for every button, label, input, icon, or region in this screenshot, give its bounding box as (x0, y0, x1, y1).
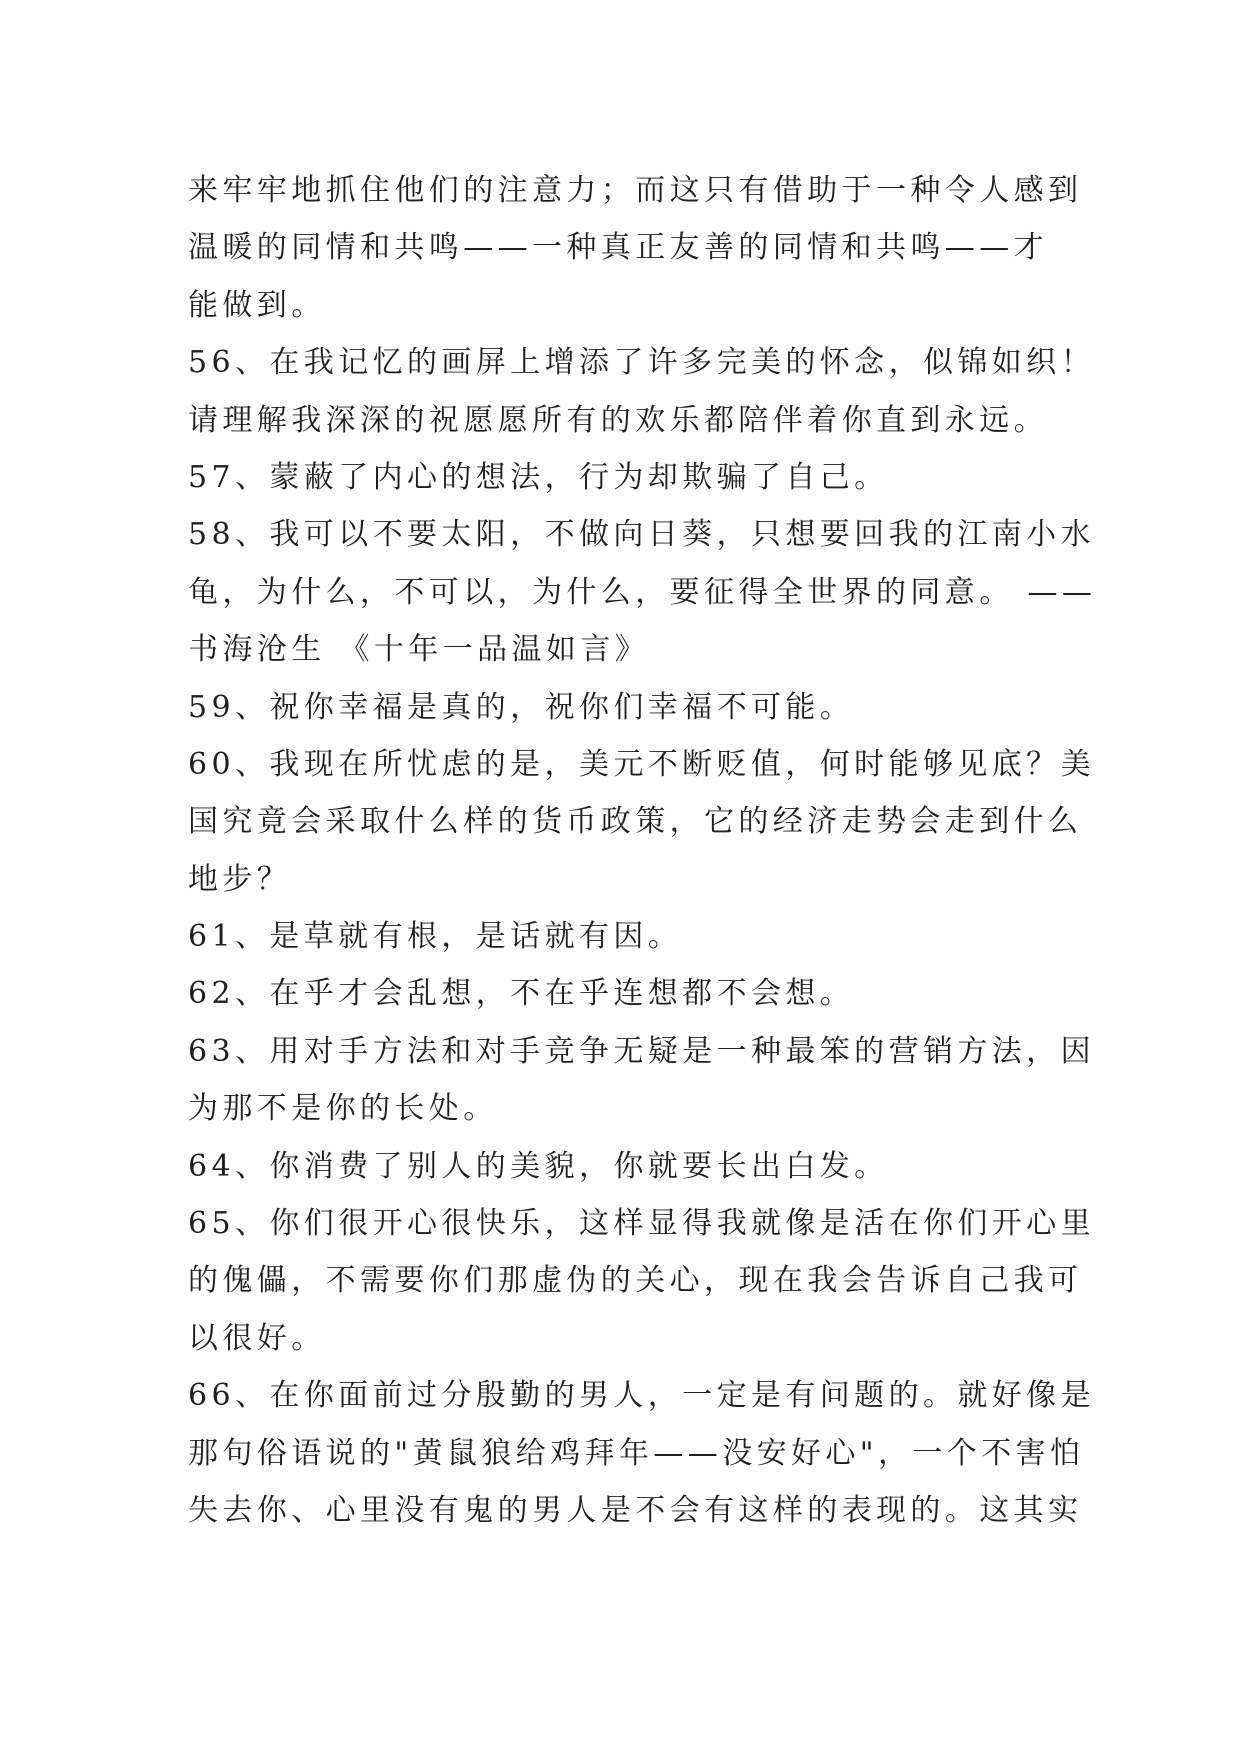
text-line: 以很好。 (188, 1320, 326, 1356)
text-line: 龟，为什么，不可以，为什么，要征得全世界的同意。 —— (188, 574, 1097, 610)
text-line: 57、蒙蔽了内心的想法，行为却欺骗了自己。 (188, 459, 889, 495)
text-line: 为那不是你的长处。 (188, 1091, 498, 1127)
text-line: 请理解我深深的祝愿愿所有的欢乐都陪伴着你直到永远。 (188, 402, 1048, 438)
text-line: 的傀儡，不需要你们那虚伪的关心，现在我会告诉自己我可 (188, 1263, 1083, 1299)
text-line: 66、在你面前过分殷勤的男人，一定是有问题的。就好像是 (188, 1378, 1095, 1414)
text-line: 温暖的同情和共鸣——一种真正友善的同情和共鸣——才 (188, 230, 1048, 266)
text-line: 地步？ (188, 861, 292, 897)
text-line: 那句俗语说的"黄鼠狼给鸡拜年——没安好心"，一个不害怕 (188, 1435, 1085, 1471)
text-line: 书海沧生 《十年一品温如言》 (188, 632, 650, 668)
text-line: 65、你们很开心很快乐，这样显得我就像是活在你们开心里 (188, 1206, 1095, 1242)
text-line: 63、用对手方法和对手竞争无疑是一种最笨的营销方法，因 (188, 1033, 1095, 1069)
text-line: 能做到。 (188, 287, 326, 323)
document-body (188, 162, 1097, 1539)
text-line: 58、我可以不要太阳，不做向日葵，只想要回我的江南小水 (188, 517, 1095, 553)
text-line: 64、你消费了别人的美貌，你就要长出白发。 (188, 1148, 889, 1184)
text-line: 59、祝你幸福是真的，祝你们幸福不可能。 (188, 689, 855, 725)
text-line: 61、是草就有根，是话就有因。 (188, 919, 683, 955)
text-line: 56、在我记忆的画屏上增添了许多完美的怀念，似锦如织！ (188, 345, 1095, 381)
text-line: 62、在乎才会乱想，不在乎连想都不会想。 (188, 976, 855, 1012)
text-line: 60、我现在所忧虑的是，美元不断贬值，何时能够见底？美 (188, 746, 1095, 782)
text-line: 来牢牢地抓住他们的注意力；而这只有借助于一种令人感到 (188, 173, 1083, 208)
text-line: 国究竟会采取什么样的货币政策，它的经济走势会走到什么 (188, 804, 1083, 840)
text-line: 失去你、心里没有鬼的男人是不会有这样的表现的。这其实 (188, 1492, 1083, 1528)
